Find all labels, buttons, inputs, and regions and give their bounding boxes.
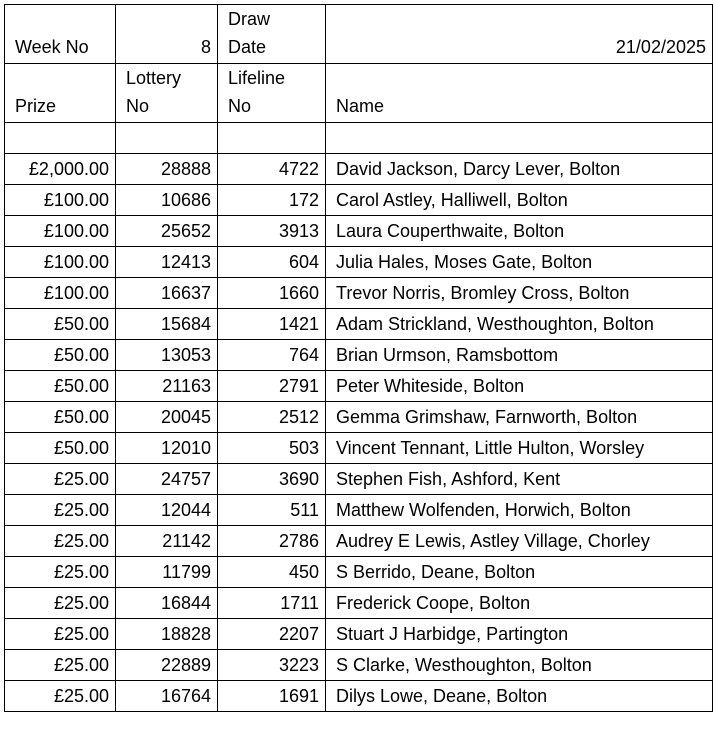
blank-cell	[5, 123, 116, 154]
prize-header-cell	[5, 64, 116, 123]
lifeline-no-cell: 172	[218, 185, 326, 216]
lottery-header-line2: No	[126, 96, 150, 116]
prize-cell: £100.00	[5, 216, 116, 247]
lifeline-no-cell: 503	[218, 433, 326, 464]
lifeline-no-cell: 3913	[218, 216, 326, 247]
results-table	[4, 4, 713, 712]
lifeline-no-cell: 3690	[218, 464, 326, 495]
lifeline-no-cell: 764	[218, 340, 326, 371]
table-row	[5, 247, 713, 278]
table-row	[5, 185, 713, 216]
prize-cell: £50.00	[5, 371, 116, 402]
lottery-no-cell: 24757	[116, 464, 218, 495]
lottery-no-cell: 18828	[116, 619, 218, 650]
table-row	[5, 402, 713, 433]
winner-name-cell: Dilys Lowe, Deane, Bolton	[326, 681, 713, 712]
blank-row	[5, 123, 713, 154]
prize-cell: £50.00	[5, 433, 116, 464]
table-row	[5, 433, 713, 464]
draw-date-value-cell	[326, 5, 713, 64]
lottery-no-cell: 11799	[116, 557, 218, 588]
winner-name-cell: Trevor Norris, Bromley Cross, Bolton	[326, 278, 713, 309]
lifeline-header-line2: No	[228, 96, 252, 116]
table-row	[5, 526, 713, 557]
winner-name-cell: S Berrido, Deane, Bolton	[326, 557, 713, 588]
lottery-no-cell: 13053	[116, 340, 218, 371]
lottery-no-cell: 12413	[116, 247, 218, 278]
prize-cell: £2,000.00	[5, 154, 116, 185]
winner-name-cell: Laura Couperthwaite, Bolton	[326, 216, 713, 247]
week-label: Week No	[15, 37, 89, 57]
lifeline-no-cell: 511	[218, 495, 326, 526]
lifeline-no-cell: 2786	[218, 526, 326, 557]
prize-cell: £25.00	[5, 650, 116, 681]
lifeline-no-cell: 4722	[218, 154, 326, 185]
lottery-header-cell	[116, 64, 218, 123]
lottery-no-cell: 21142	[116, 526, 218, 557]
lottery-no-cell: 16764	[116, 681, 218, 712]
lifeline-no-cell: 1711	[218, 588, 326, 619]
winner-name-cell: Vincent Tennant, Little Hulton, Worsley	[326, 433, 713, 464]
lottery-no-cell: 12010	[116, 433, 218, 464]
prize-cell: £25.00	[5, 588, 116, 619]
lifeline-no-cell: 604	[218, 247, 326, 278]
name-header: Name	[336, 96, 385, 116]
draw-date-value: 21/02/2025	[615, 37, 706, 57]
lottery-no-cell: 21163	[116, 371, 218, 402]
blank-cell	[326, 123, 713, 154]
prize-cell: £25.00	[5, 526, 116, 557]
table-row	[5, 681, 713, 712]
lottery-no-cell: 28888	[116, 154, 218, 185]
table-row	[5, 340, 713, 371]
table-row	[5, 309, 713, 340]
draw-date-label-cell	[218, 5, 326, 64]
lottery-no-cell: 15684	[116, 309, 218, 340]
table-row	[5, 216, 713, 247]
table-row	[5, 650, 713, 681]
lifeline-no-cell: 1660	[218, 278, 326, 309]
week-value-cell	[116, 5, 218, 64]
prize-cell: £25.00	[5, 681, 116, 712]
winner-name-cell: Stuart J Harbidge, Partington	[326, 619, 713, 650]
lifeline-no-cell: 3223	[218, 650, 326, 681]
week-label-cell	[5, 5, 116, 64]
table-row	[5, 464, 713, 495]
week-value: 8	[200, 37, 211, 57]
winner-name-cell: Brian Urmson, Ramsbottom	[326, 340, 713, 371]
table-row	[5, 588, 713, 619]
name-header-cell	[326, 64, 713, 123]
lottery-no-cell: 25652	[116, 216, 218, 247]
winner-name-cell: Gemma Grimshaw, Farnworth, Bolton	[326, 402, 713, 433]
lottery-no-cell: 12044	[116, 495, 218, 526]
winner-name-cell: Peter Whiteside, Bolton	[326, 371, 713, 402]
lottery-header-line1: Lottery	[126, 68, 182, 88]
lifeline-no-cell: 1691	[218, 681, 326, 712]
winner-name-cell: Matthew Wolfenden, Horwich, Bolton	[326, 495, 713, 526]
prize-cell: £25.00	[5, 464, 116, 495]
lifeline-header-cell	[218, 64, 326, 123]
prize-cell: £100.00	[5, 278, 116, 309]
table-row	[5, 495, 713, 526]
blank-cell	[218, 123, 326, 154]
table-row	[5, 557, 713, 588]
winner-name-cell: David Jackson, Darcy Lever, Bolton	[326, 154, 713, 185]
lottery-no-cell: 16844	[116, 588, 218, 619]
lottery-no-cell: 22889	[116, 650, 218, 681]
lifeline-no-cell: 1421	[218, 309, 326, 340]
table-row	[5, 619, 713, 650]
winner-name-cell: Carol Astley, Halliwell, Bolton	[326, 185, 713, 216]
prize-cell: £25.00	[5, 557, 116, 588]
prize-cell: £100.00	[5, 247, 116, 278]
draw-date-label-line1: Draw	[228, 9, 271, 29]
lifeline-no-cell: 450	[218, 557, 326, 588]
table-row	[5, 154, 713, 185]
table-row	[5, 278, 713, 309]
column-header-row	[5, 64, 713, 123]
winner-name-cell: Audrey E Lewis, Astley Village, Chorley	[326, 526, 713, 557]
winner-name-cell: Adam Strickland, Westhoughton, Bolton	[326, 309, 713, 340]
winner-name-cell: S Clarke, Westhoughton, Bolton	[326, 650, 713, 681]
winner-name-cell: Stephen Fish, Ashford, Kent	[326, 464, 713, 495]
lifeline-no-cell: 2207	[218, 619, 326, 650]
lifeline-no-cell: 2512	[218, 402, 326, 433]
lifeline-no-cell: 2791	[218, 371, 326, 402]
prize-cell: £50.00	[5, 309, 116, 340]
lottery-no-cell: 20045	[116, 402, 218, 433]
prize-cell: £25.00	[5, 619, 116, 650]
winner-name-cell: Julia Hales, Moses Gate, Bolton	[326, 247, 713, 278]
lottery-no-cell: 16637	[116, 278, 218, 309]
prize-cell: £25.00	[5, 495, 116, 526]
header-row	[5, 5, 713, 64]
winner-name-cell: Frederick Coope, Bolton	[326, 588, 713, 619]
blank-cell	[116, 123, 218, 154]
lifeline-header-line1: Lifeline	[228, 68, 286, 88]
prize-cell: £50.00	[5, 402, 116, 433]
prize-header: Prize	[15, 96, 57, 116]
prize-cell: £100.00	[5, 185, 116, 216]
prize-cell: £50.00	[5, 340, 116, 371]
draw-date-label-line2: Date	[228, 37, 267, 57]
lottery-no-cell: 10686	[116, 185, 218, 216]
table-row	[5, 371, 713, 402]
